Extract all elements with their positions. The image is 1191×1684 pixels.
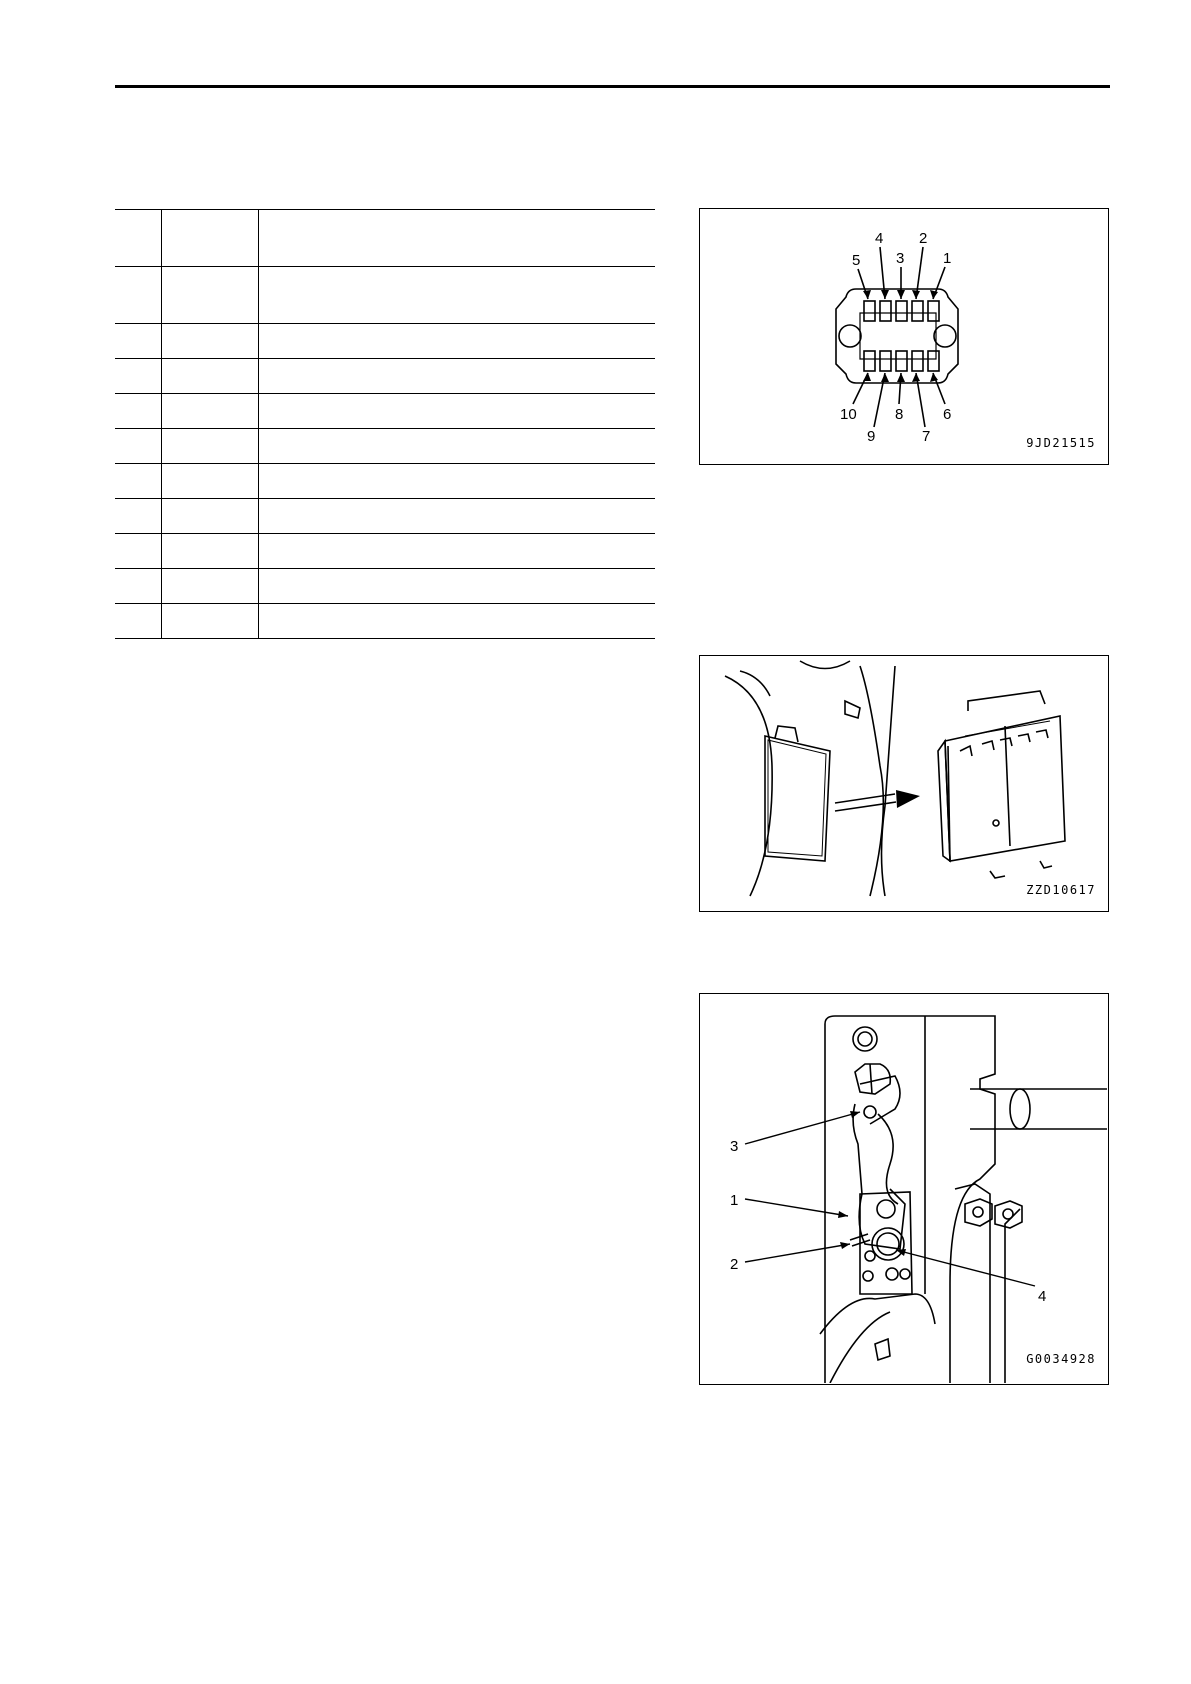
panel-drawing — [700, 656, 1107, 910]
pin-label: 1 — [943, 250, 952, 267]
callout-label: 1 — [730, 1192, 739, 1209]
pin-label: 2 — [919, 230, 928, 247]
callout-label: 2 — [730, 1256, 739, 1273]
row-number — [115, 604, 162, 639]
row-description — [259, 604, 656, 639]
row-number — [115, 210, 162, 267]
row-number — [115, 429, 162, 464]
row-description — [259, 210, 656, 267]
row-code — [162, 324, 259, 359]
pedal-drawing — [700, 994, 1107, 1383]
header-rule — [115, 85, 1110, 88]
row-number — [115, 324, 162, 359]
row-description — [259, 394, 656, 429]
pin-label: 6 — [943, 406, 952, 423]
row-description — [259, 267, 656, 324]
row-code — [162, 210, 259, 267]
row-number — [115, 464, 162, 499]
row-code — [162, 394, 259, 429]
figure-code: ZZD10617 — [1026, 883, 1096, 897]
table-row — [115, 429, 655, 464]
row-description — [259, 324, 656, 359]
callout-label: 3 — [730, 1138, 739, 1155]
table-row — [115, 324, 655, 359]
row-number — [115, 267, 162, 324]
table-row — [115, 267, 655, 324]
pedal-figure — [699, 993, 1109, 1385]
figure-code: G0034928 — [1026, 1352, 1096, 1366]
table-row — [115, 210, 655, 267]
row-code — [162, 604, 259, 639]
row-number — [115, 394, 162, 429]
connector-drawing — [700, 209, 1107, 463]
row-code — [162, 359, 259, 394]
pin-label: 7 — [922, 428, 931, 445]
row-code — [162, 429, 259, 464]
row-description — [259, 359, 656, 394]
table-row — [115, 394, 655, 429]
row-code — [162, 267, 259, 324]
panel-figure — [699, 655, 1109, 912]
spec-table — [115, 209, 655, 639]
arrow-head — [896, 790, 920, 808]
row-description — [259, 429, 656, 464]
table-row — [115, 499, 655, 534]
row-code — [162, 534, 259, 569]
figure-code: 9JD21515 — [1026, 436, 1096, 450]
row-description — [259, 534, 656, 569]
row-number — [115, 359, 162, 394]
pin-label: 8 — [895, 406, 904, 423]
row-description — [259, 499, 656, 534]
row-number — [115, 499, 162, 534]
connector-figure — [699, 208, 1109, 465]
row-code — [162, 464, 259, 499]
row-code — [162, 569, 259, 604]
pin-label: 3 — [896, 250, 905, 267]
row-number — [115, 569, 162, 604]
table-row — [115, 359, 655, 394]
pin-label: 10 — [840, 406, 857, 423]
table-row — [115, 604, 655, 639]
table-row — [115, 569, 655, 604]
table-row — [115, 464, 655, 499]
pin-label: 4 — [875, 230, 884, 247]
row-code — [162, 499, 259, 534]
table-row — [115, 534, 655, 569]
pin-label: 5 — [852, 252, 861, 269]
row-number — [115, 534, 162, 569]
row-description — [259, 464, 656, 499]
callout-label: 4 — [1038, 1288, 1047, 1305]
row-description — [259, 569, 656, 604]
pin-label: 9 — [867, 428, 876, 445]
